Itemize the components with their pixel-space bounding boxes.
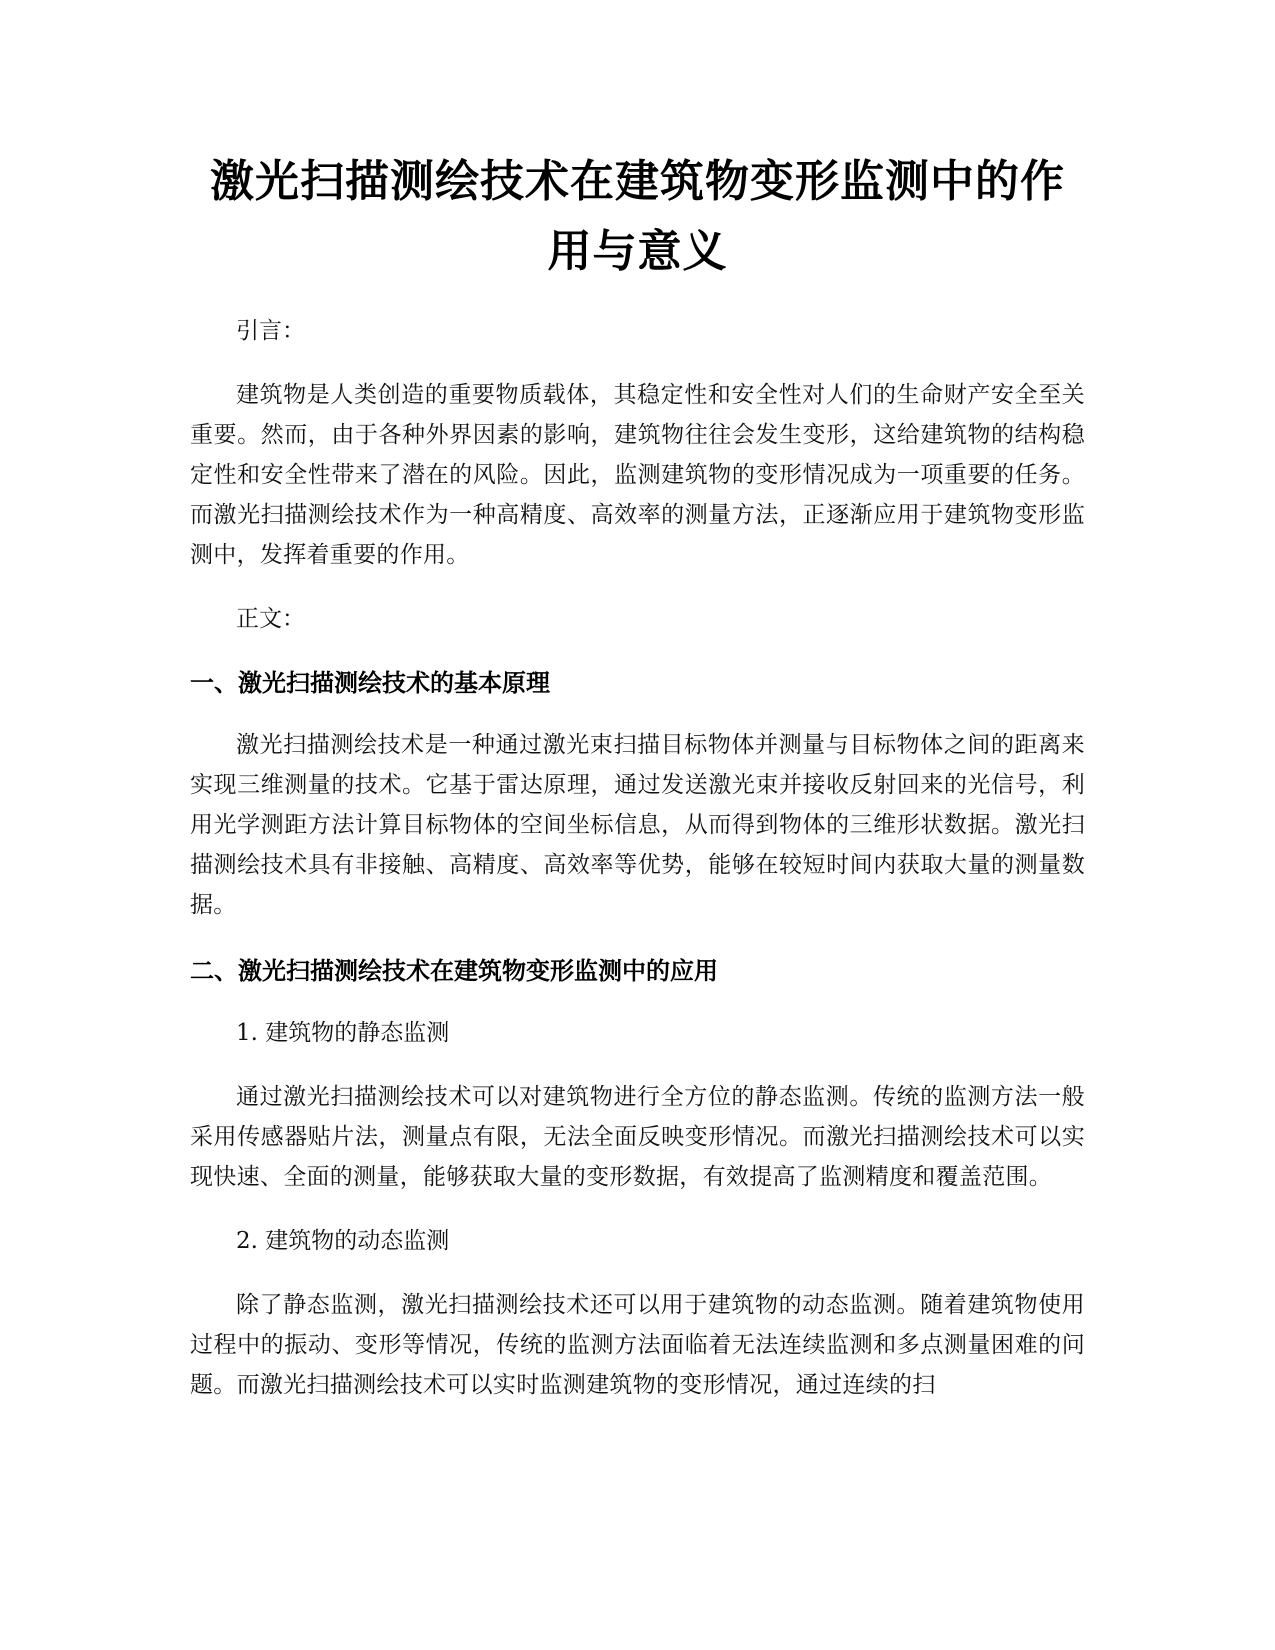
section-2-heading: 二、激光扫描测绘技术在建筑物变形监测中的应用 xyxy=(190,957,718,985)
body-label: 正文： xyxy=(236,606,305,632)
subsection-2-heading: 2. 建筑物的动态监测 xyxy=(236,1228,450,1254)
subsection-1-heading: 1. 建筑物的静态监测 xyxy=(236,1020,450,1046)
intro-label: 引言： xyxy=(236,318,305,344)
section-1-paragraph: 激光扫描测绘技术是一种通过激光束扫描目标物体并测量与目标物体之间的距离来实现三维测量的技术。它基于雷达原理，通过发送激光束并接收反射回来的光信号，利用光学测距方法计算目标物体的空间坐标信息，从而得到物体的三维形状数据。激光扫描测绘技术具有非接触、高精度、高效率等优势，能够在较短时间内获取大量的测量数据。 xyxy=(190,732,1085,918)
title-line-1: 激光扫描测绘技术在建筑物变形监测中的作 xyxy=(210,156,1065,207)
section-1-heading: 一、激光扫描测绘技术的基本原理 xyxy=(190,669,550,697)
intro-paragraph: 建筑物是人类创造的重要物质载体，其稳定性和安全性对人们的生命财产安全至关重要。然而，由于各种外界因素的影响，建筑物往往会发生变形，这给建筑物的结构稳定性和安全性带来了潜在的风险。因此，监测建筑物的变形情况成为一项重要的任务。而激光扫描测绘技术作为一种高精度、高效率的测量方法，正逐渐应用于建筑物变形监测中，发挥着重要的作用。 xyxy=(190,382,1085,568)
subsection-2-paragraph: 除了静态监测，激光扫描测绘技术还可以用于建筑物的动态监测。随着建筑物使用过程中的振动、变形等情况，传统的监测方法面临着无法连续监测和多点测量困难的问题。而激光扫描测绘技术可以实时监测建筑物的变形情况，通过连续的扫 xyxy=(190,1292,1085,1398)
subsection-1-paragraph: 通过激光扫描测绘技术可以对建筑物进行全方位的静态监测。传统的监测方法一般采用传感器贴片法，测量点有限，无法全面反映变形情况。而激光扫描测绘技术可以实现快速、全面的测量，能够获取大量的变形数据，有效提高了监测精度和覆盖范围。 xyxy=(190,1084,1085,1190)
document-title xyxy=(190,0,1085,287)
title-line-2: 用与意义 xyxy=(547,226,728,277)
